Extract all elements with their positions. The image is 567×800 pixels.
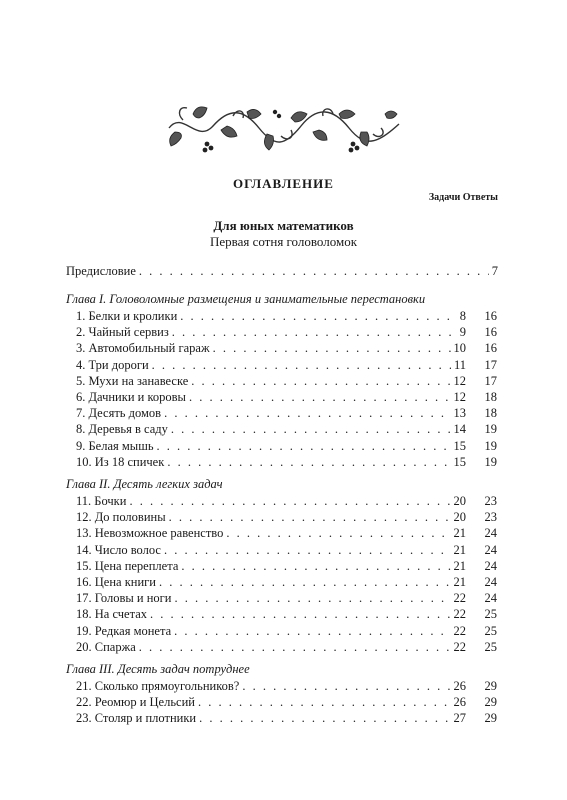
task-page: 22: [453, 623, 466, 638]
entry-label: 6. Дачники и коровы: [76, 390, 186, 404]
toc-entry: [76, 623, 466, 639]
answer-page: 16: [484, 341, 497, 356]
toc-row: [0, 623, 567, 639]
task-page: 21: [453, 575, 466, 589]
toc-entry: [76, 590, 466, 606]
toc-entry: [76, 525, 466, 541]
answer-page: 19: [484, 422, 497, 437]
entry-label: 8. Деревья в саду: [76, 422, 168, 437]
answer-page: 23: [484, 494, 497, 508]
toc-entry: [76, 710, 466, 726]
dot-leader: [242, 678, 450, 694]
dot-leader: [174, 623, 450, 639]
toc-entry: [76, 421, 466, 437]
toc-row: [0, 542, 567, 558]
entry-label: Предисловие: [66, 264, 136, 278]
answer-page: 18: [484, 390, 497, 404]
task-page: 22: [453, 591, 466, 606]
dot-leader: [164, 542, 451, 558]
task-page: 15: [453, 454, 466, 469]
task-page: 21: [453, 526, 466, 541]
toc-row: [0, 558, 567, 574]
toc-entry: [76, 694, 466, 710]
task-page: 20: [453, 494, 466, 508]
answer-page: 25: [484, 623, 497, 638]
entry-label: 17. Головы и ноги: [76, 591, 172, 606]
toc-row: [0, 438, 567, 454]
toc-row: [0, 405, 567, 421]
toc-entry: [76, 493, 466, 509]
chapter-title: Глава II. Десять легких задач: [66, 477, 223, 491]
entry-label: 20. Спаржа: [76, 639, 136, 654]
toc-entry: [66, 263, 498, 279]
dot-leader: [167, 454, 450, 470]
dot-leader: [152, 357, 451, 373]
answer-page: 29: [484, 679, 497, 693]
toc-entry: [76, 542, 466, 558]
toc-title: ОГЛАВЛЕНИЕ: [233, 176, 334, 191]
toc-entry: [76, 438, 466, 454]
toc-row: [0, 324, 567, 340]
answer-page: 23: [484, 510, 497, 525]
entry-label: 1. Белки и кролики: [76, 309, 178, 323]
task-page: 12: [453, 390, 466, 404]
dot-leader: [159, 574, 451, 590]
task-page: 12: [453, 373, 466, 388]
task-page: 26: [453, 679, 466, 693]
dot-leader: [189, 389, 451, 405]
entry-label: 5. Мухи на занавеске: [76, 373, 189, 388]
toc-entry: [76, 373, 466, 389]
toc-row: [0, 694, 567, 710]
toc-entry: [76, 639, 466, 655]
column-headers: Задачи Ответы: [428, 192, 498, 203]
dot-leader: [199, 710, 450, 726]
answer-page: 18: [484, 406, 497, 421]
dot-leader: [180, 308, 456, 324]
task-page: 21: [453, 558, 466, 573]
chapter-title: Глава III. Десять задач потруднее: [66, 662, 250, 676]
dot-leader: [129, 493, 450, 509]
section-subtitle: Первая сотня головоломок: [209, 234, 358, 249]
task-page: 20: [453, 510, 466, 525]
dot-leader: [164, 405, 450, 421]
toc-entry: [76, 574, 466, 590]
entry-label: 4. Три дороги: [76, 357, 149, 372]
dot-leader: [172, 324, 457, 340]
toc-entry: [76, 405, 466, 421]
section-title: Для юных математиков: [213, 218, 354, 233]
toc-row: [0, 525, 567, 541]
task-page: 7: [491, 264, 498, 278]
toc-row: [0, 357, 567, 373]
toc-entry: [76, 340, 466, 356]
toc-entry: [76, 606, 466, 622]
toc-row: [0, 509, 567, 525]
answer-page: 24: [484, 575, 497, 589]
task-page: 26: [453, 695, 466, 710]
toc-entry: [76, 308, 466, 324]
task-page: 22: [453, 639, 466, 654]
toc-entry: [76, 454, 466, 470]
entry-label: 23. Столяр и плотники: [76, 711, 197, 726]
answer-page: 24: [484, 542, 497, 557]
answer-page: 25: [484, 639, 497, 654]
entry-label: 18. На счетах: [76, 607, 147, 622]
entry-label: 14. Число волос: [76, 542, 161, 557]
task-page: 15: [453, 438, 466, 453]
task-page: 9: [459, 325, 466, 340]
toc-row: [0, 493, 567, 509]
toc-row: [0, 606, 567, 622]
entry-label: 13. Невозможное равенство: [76, 526, 224, 541]
task-page: 10: [453, 341, 466, 356]
toc-entry: [76, 324, 466, 340]
toc-row: [0, 574, 567, 590]
toc-row: [0, 639, 567, 655]
toc-entry: [76, 678, 466, 694]
answer-page: 25: [484, 607, 497, 622]
task-page: 22: [453, 607, 466, 622]
answer-page: 29: [484, 695, 497, 710]
entry-label: 15. Цена переплета: [76, 558, 179, 573]
entry-label: 16. Цена книги: [76, 575, 156, 589]
entry-label: 3. Автомобильный гараж: [76, 341, 210, 356]
toc-entry: [76, 357, 466, 373]
entry-label: 2. Чайный сервиз: [76, 325, 169, 340]
answer-page: 24: [484, 558, 497, 573]
dot-leader: [174, 590, 450, 606]
entry-label: 11. Бочки: [76, 494, 127, 508]
dot-leader: [139, 263, 489, 279]
task-page: 21: [453, 542, 466, 557]
toc-entry: [76, 389, 466, 405]
toc-row: [0, 421, 567, 437]
entry-label: 21. Сколько прямоугольников?: [76, 679, 240, 693]
answer-page: 19: [484, 454, 497, 469]
answer-page: 16: [484, 325, 497, 340]
toc-row: [0, 590, 567, 606]
entry-label: 12. До половины: [76, 510, 166, 525]
dot-leader: [139, 639, 451, 655]
toc-entry: [76, 558, 466, 574]
answer-page: 24: [484, 526, 497, 541]
answer-page: 17: [484, 357, 497, 372]
task-page: 8: [459, 309, 466, 323]
entry-label: 10. Из 18 спичек: [76, 454, 165, 469]
entry-label: 22. Реомюр и Цельсий: [76, 695, 195, 710]
toc-row: [0, 678, 567, 694]
toc-row: [0, 710, 567, 726]
answer-page: 17: [484, 373, 497, 388]
toc-row: [0, 373, 567, 389]
chapter-title: Глава I. Головоломные размещения и занимательные перестановки: [66, 292, 426, 306]
answer-page: 19: [484, 438, 497, 453]
toc-row: [0, 308, 567, 324]
dot-leader: [169, 509, 451, 525]
answer-page: 24: [484, 591, 497, 606]
dot-leader: [181, 558, 450, 574]
dot-leader: [150, 606, 451, 622]
answer-page: 29: [484, 711, 497, 726]
task-page: 11: [453, 357, 466, 372]
dot-leader: [213, 340, 451, 356]
dot-leader: [191, 373, 450, 389]
toc-entry: [76, 509, 466, 525]
answer-page: 16: [484, 309, 497, 323]
toc-row: [0, 389, 567, 405]
dot-leader: [198, 694, 451, 710]
dot-leader: [226, 525, 450, 541]
toc-row: [0, 340, 567, 356]
entry-label: 7. Десять домов: [76, 406, 162, 421]
dot-leader: [157, 438, 451, 454]
task-page: 14: [453, 422, 466, 437]
toc-row: [0, 454, 567, 470]
entry-label: 9. Белая мышь: [76, 438, 154, 453]
entry-label: 19. Редкая монета: [76, 623, 172, 638]
dot-leader: [171, 421, 451, 437]
task-page: 27: [453, 711, 466, 726]
toc-row: [0, 263, 567, 279]
task-page: 13: [453, 406, 466, 421]
